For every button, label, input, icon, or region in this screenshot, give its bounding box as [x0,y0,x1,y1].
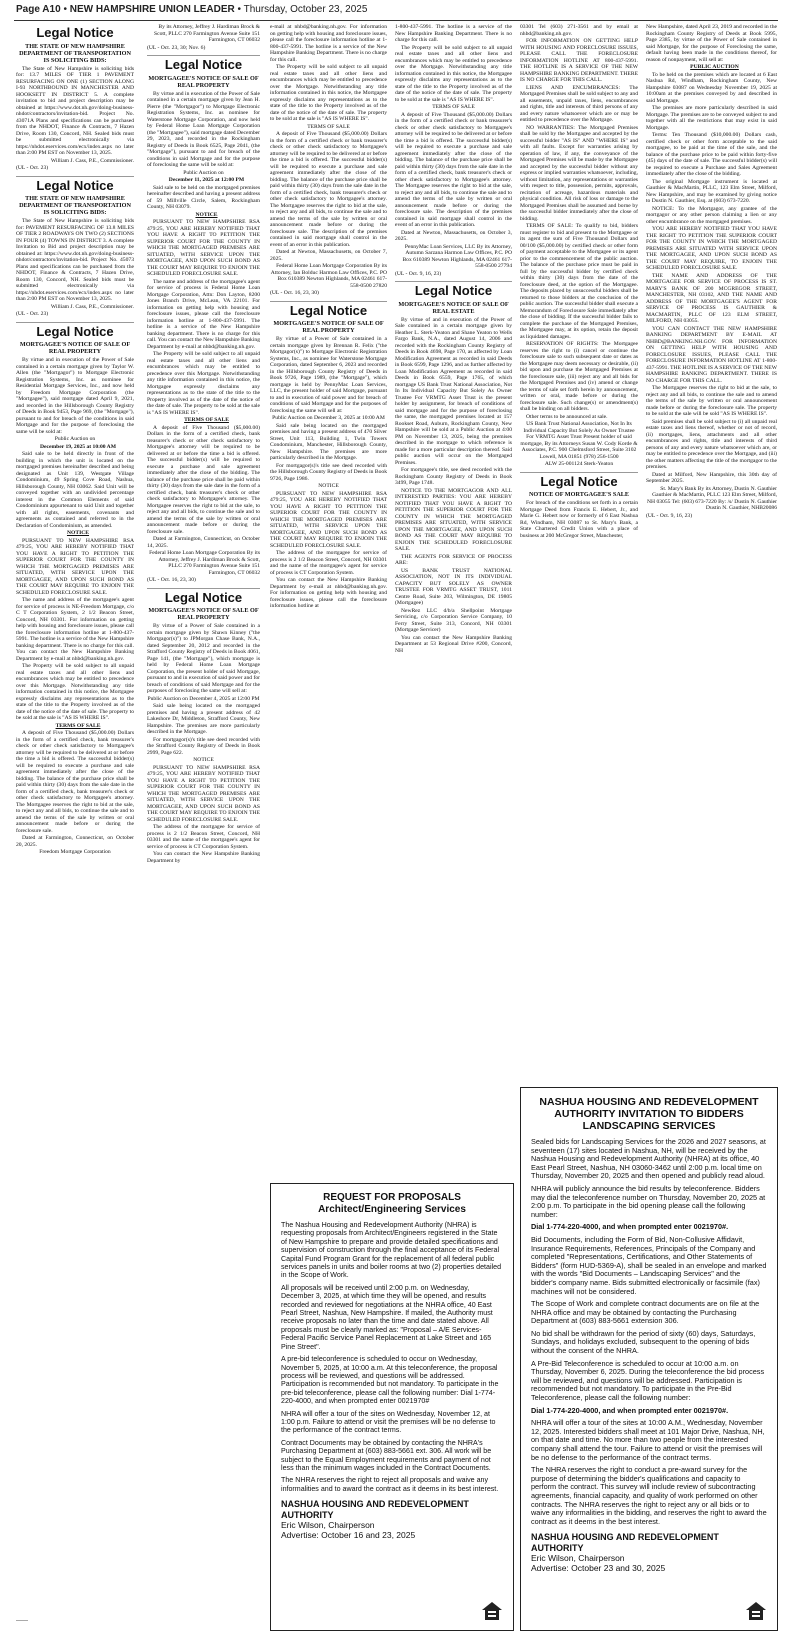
notice-body: US BANK TRUST NATIONAL ASSOCIATION, NOT IN ITS INDIVIDUAL CAPACITY BUT SOLELY AS OWNER TRUSTEE FOR VRMTG ASSET TRUST, 1011 Centre Road, Suite 203, Wilmington, DE 19805 (Mortgagee) [395,567,512,606]
notice-caps: PURSUANT TO NEW HAMPSHIRE RSA 479:25, YOU ARE HEREBY NOTIFIED THAT YOU HAVE A RIGHT TO PETITION THE SUPERIOR COURT FOR THE COUNTY IN WHICH THE MORTGAGED PREMISES ARE SITUATED, WITH SERVICE UPON THE MORTGAGEE, AND UPON SUCH BOND AS THE COURT MAY REQUIRE TO ENJOIN THE SCHEDULED FORECLOSURE SALE. [16,537,134,596]
notice-signature: William J. Cass, P.E., Commissioner. [50,157,134,164]
auction-date: December 19, 2025 at 10:00 AM [39,443,116,450]
notice-body: You can contact the New Hampshire Banking Department by e-mail at nhbd@banking.nh.gov. For information on getting help with housing and foreclosure issues, please call the foreclosure information hotline at [270,577,387,609]
terms-heading: TERMS OF SALE [307,123,350,130]
notice-run-dates: (UL - Oct. 23, 30; Nov. 6) [147,44,206,51]
notice-body: The State of New Hampshire is soliciting bids for: PAVEMENT RESURFACING OF 13.8 MILES OF TIER 2 ROADWAYS ON TWO (2) SECTIONS IN FOUR (4) TOWNS IN DISTRICT 3. A complete Invitation to Bid and project description may be obtained at: https://www.dot.nh.gov/doing-business-nhdot/contractors/invitation-bid. Project No. 45073 Plans and specifications can be purchased from the NHDOT, Finance & Contracts, 7 Hazen Drive, Room 130, Concord, NH. Sealed bids must be submitted electronically via https://nhdot.eservices.com/ecx/index.aspx no later than 2:00 PM EST on November 13, 2025. [16,218,134,302]
notice-dated: Dated at Farmington, Connecticut, on October 20, 2025. [16,835,134,848]
bid-paragraph: The NHRA reserves the right to conduct a pre-award survey for the purpose of determining the bidder's qualifications and capacity to perform the contract. This survey will include review of subcontracting agreements, financial capacity, and quality of work performed on other contracts. The NHRA reserves the right to reject any or all bids or to waive any informalities in the bidding, and reserves the right to award the contract as it deems in the best interest. [531,1465,767,1526]
notice-caps: YOU CAN CONTACT THE NEW HAMPSHIRE BANKING DEPARTMENT BY E-MAIL AT NHBD@BANKING.NH.GOV. FOR INFORMATION ON GETTING HELP WITH HOUSING AND FORECLOSURE ISSUES, PLEASE CALL THE FORECLOSURE INFORMATION HOTLINE AT 1-800-437-5991. THE HOTLINE IS A SERVICE OF THE NEW HAMPSHIRE BANKING DEPARTMENT. THERE IS NO CHARGE FOR THIS CALL. [646,325,777,384]
notice-body: The address of the mortgagee for service of process is 2 1/2 Beacon Street, Concord, NH 03301 and the name of the mortgagee's agent for service of process is CT Corporation System. [147,824,260,850]
rfp-paragraph: A pre-bid teleconference is scheduled to occur on Wednesday, November 5, 2025, at 10:00 a.m. At this teleconference, the proposal process will be reviewed, and questions will be addressed. Participation is recommended but not mandatory. To participate in the pre-bid teleconference, please call the following number: Dial 1-774-220-4000, and when prompted enter 0021970# [281,1355,499,1406]
notice-body: The address of the mortgagee for service of process is 2 1/2 Beacon Street, Concord, NH 03301 and the name of the mortgagee's agent for service of process is CT Corporation System. [270,550,387,576]
divider [16,322,134,323]
notice-signature: William J. Cass, P.E., Commissioner. [50,303,134,310]
footer-mark [16,1620,28,1621]
notice-body: The name and address of the mortgagee's agent for service of process is Federal Home Loan Mortgage Corporation, Attn: Don Layton, 8200 Jones Branch Drive, McLean, VA 22101. For information on getting help with housing and foreclosure issues, please call the foreclosure information hotline at 1-800-437-5991. The hotline is a service of the New Hampshire banking department. There is no charge for this call. You can contact the New Hampshire Banking Department by e-mail at nhbd@banking.nh.gov. [147,278,260,350]
notice-body: Terms: Ten Thousand ($10,000.00) Dollars cash, certified check or other form acceptable to the said mortgagee, to be paid at the time of the sale, and the balance of the purchase price to be paid within forty-five (45) days of the date of sale. The successful bidder(s) will be required to execute a Purchase and Sales Agreement immediately after the close of the bidding. [646,132,777,177]
bid-paragraph: Sealed bids for Landscaping Services for the 2026 and 2027 seasons, at seventeen (17) sites located in Nashua, NH, will be received by the Nashua Housing and Redevelopment Authority (NHRA) at its office, 40 East Pearl Street, Nashua, NH 03060-3462 until 2:00 p.m. local time on Thursday, November 20, 2025 and then opened and publicly read aloud. [531,1137,766,1181]
notice-dated: Dated at Newton, Massachusetts, on October 7, 2025. [270,249,387,262]
rfp-org: NASHUA HOUSING AND REDEVELOPMENT AUTHORITY [281,1499,469,1520]
rfp-paragraph: The NHRA reserves the right to reject all proposals and waive any informalities and to award the contract as it deems in its best interest. [281,1476,499,1493]
notice-heading: NOTICE OF MORTGAGEE'S SALE [528,491,630,498]
notice-caps: PURSUANT TO NEW HAMPSHIRE RSA 479:25, YOU ARE HEREBY NOTIFIED THAT YOU HAVE A RIGHT TO PETITION THE SUPERIOR COURT FOR THE COUNTY IN WHICH THE MORTGAGED PREMISES ARE SITUATED, WITH SERVICE UPON THE MORTGAGEE, AND UPON SUCH BOND AS THE COURT MAY REQUIRE TO ENJOIN THE SCHEDULED FORECLOSURE SALE. [270,490,387,549]
auction-label: Public Auction on December 4, 2025 at 12:00 PM [147,695,260,702]
notice-caps: YOU ARE HEREBY NOTIFIED THAT YOU HAVE THE RIGHT TO PETITION THE SUPERIOR COURT FOR THE COUNTY IN WHICH THE MORTGAGED PREMISES ARE SITUATED WITH SERVICE UPON THE MORTGAGEE, AND UPON SUCH BOND AS THE COURT MAY REQUIRE, TO ENJOIN THE SCHEDULED FORECLOSURE SALE. [646,226,777,271]
notice-run-dates: (UL - Oct. 23) [16,165,49,171]
auction-label: Public Auction on December 3, 2025 at 10:00 AM [272,415,385,421]
rfp-advertise: Advertise: October 16 and 23, 2025 [281,1530,416,1541]
rfp-paragraph: All proposals will be received until 2:00 p.m. on Wednesday, December 3, 2025, at which time they will be opened, and results recorded and reviewed for negotiations at the NHRA office, 40 East Pearl Street, Nashua, New Hampshire. If mailed, the Authority must receive proposals no later than the time and date stated above. All proposals must be clearly marked as: "Proposal – A/E Services- Federal Pacific Service Panel Replacement at Lake Street and 165 Pine Street". [281,1283,493,1351]
notice-signature: US Bank Trust National Association, Not In Its Individual Capacity But Solely As Owner Trustee For VRMTG Asset Trust Present holder of said mortgage, By its Attorneys Susan W. Cody Korde & Associates, P.C. 900 Chelmsford Street, Suite 3102 Lowell, MA 01851 (978) 256-1500 [520,421,638,460]
notice-body: NewRez LLC d/b/a Shellpoint Mortgage Servicing, c/o Corporation Service Company, 10 Ferry Street, Suite 313, Concord, NH 03301 (Mortgage Servicer) [395,607,512,633]
divider [395,281,512,282]
equal-housing-opportunity-icon [481,1600,503,1622]
divider [147,55,260,56]
notice-heading: MORTGAGEE'S NOTICE OF SALE OF REAL PROPERTY [19,341,131,355]
notice-body: By virtue and in execution of the Power of Sale contained in a certain mortgage given by Taylor W. Allen (the "Mortgagor") to Mortgage Electronic Registration Systems, Inc. as nominee for Residential Mortgage Services, Inc., and now held by Freedom Mortgage Corporation (the "Mortgagee"), said mortgage dated April 9, 2021, and recorded in the Hillsborough County Registry of Deeds in Book 9453, Page 969, (the "Mortgage"), pursuant to and for breach of the conditions in said Mortgage and for the purpose of foreclosing the same will be sold at: [16,357,134,435]
notice-body: The Property will be sold subject to all unpaid real estate taxes and all other liens and encumbrances which may be entitled to precedence over this Mortgage. Notwithstanding any title information contained in this notice, the Mortgagee expressly disclaims any representations as to the state of the title to the Property involved as of the date of the notice of the date of sale. The property to be sold at the sale is "AS IS WHERE IS". [147,351,260,416]
equal-housing-opportunity-icon [745,1600,767,1622]
notice-body: The premises are more particularly described in said Mortgage. The premises are to be conveyed subject to and together with all the restrictions that may exist in said Mortgage. [646,105,777,131]
notice-body: A deposit of Five Thousand ($5,000.00) Dollars in the form of a certified check, bank treasurer's check or other check satisfactory to Mortgagee's attorney will be required to be delivered at or before the time a bid is offered. The successful bidder(s) will be required to execute a purchase and sale agreement immediately after the close of the bidding. The balance of the purchase price shall be paid within thirty (30) days from the sale date in the form of a certified check, bank treasurer's check or other check satisfactory to Mortgagee's attorney. The Mortgagee reserves the right to bid at the sale, to reject any and all bids, to continue the sale and to amend the terms of the sale by written or oral announcement made before or during the foreclosure sale. [147,424,260,535]
divider [16,176,134,177]
notice-body: For mortgagee's title, see deed recorded with the Rockingham County Registry of Deeds in Book 3499, Page 1748. [395,467,512,486]
column-1 [16,24,134,1624]
bid-dial-in: Dial 1-774-220-4000, and when prompted enter 0021970#. [531,1222,729,1232]
notice-heading: MORTGAGEE'S NOTICE OF SALE OF REAL PROPERTY [148,74,259,89]
notice-caps: FOR INFORMATION ON GETTING HELP WITH HOUSING AND FORECLOSURE ISSUES, PLEASE CALL THE FORECLOSURE INFORMATION HOTLINE AT 800-437-5991. THE HOTLINE IS A SERVICE OF THE NEW HAMPSHIRE BANKING DEPARTMENT. THERE IS NO CHARGE FOR THIS CALL. [520,38,638,83]
notice-body: To be held on the premises which are located at 6 East Nashua Rd, Windham, Rockingham County, New Hampshire 03087 on Wednesday November 19, 2025 at 10:00am at the premises conveyed by and described in said Mortgage. [646,71,777,104]
notice-body: 03301 Tel (603) 271-3561 and by email at nhbd@banking.nh.gov. [520,24,638,37]
notice-body: e-mail at nhbd@banking.nh.gov. For information on getting help with housing and foreclosure issues, please call the foreclosure information hotline at 1-800-437-5991. The hotline is a service of the New Hampshire Banking Department. There is no charge for this call. [270,24,387,63]
bid-dial-in: Dial 1-774-220-4000, and when prompted enter 0021970#. [531,1405,729,1415]
bid-paragraph: No bid shall be withdrawn for the period of sixty (60) days, Saturdays, Sundays, and holidays excluded, subsequent to the opening of bids without the consent of the NHRA. [531,1328,756,1356]
notice-caps: PURSUANT TO NEW HAMPSHIRE RSA 479:25, YOU ARE HEREBY NOTIFIED THAT YOU HAVE A RIGHT TO PETITION THE SUPERIOR COURT FOR THE COUNTY IN WHICH THE MORTGAGED PREMISES ARE SITUATED, WITH SERVICE UPON THE MORTGAGEE, AND UPON SUCH BOND AS THE COURT MAY REQUIRE TO ENJOIN THE SCHEDULED FORECLOSURE SALE. [147,764,260,823]
notice-body: New Hampshire, dated April 23, 2019 and recorded in the Rockingham County Registry of Deeds at Book 5995, Page 2385, by virtue of the Power of Sale contained in said Mortgage, for the purpose of Foreclosing the same, default having been made in the conditions thereof, for reason of nonpayment, will sell at: [646,24,777,63]
notice-run-dates: (UL - Oct. 16, 23, 30) [147,577,196,583]
notice-heading: THE STATE OF NEW HAMPSHIRE DEPARTMENT OF TRANSPORTATION IS SOLICITING BIDS: [19,195,131,216]
legal-notice-label: Legal Notice [36,177,114,193]
notice-body: NO WARRANTIES: The Mortgaged Premises shall be sold by the Mortgagee and accepted by the successful bidder "AS IS" AND "WHERE IS" and with all faults. Except for warranties arising by operation of law, if any, the conveyance of the Mortgaged Premises will be made by the Mortgagee and accepted by the successful bidder without any express or implied warranties whatsoever, including, without limitation, any representations or warranties with respect to title, possession, permits, approvals, recitation of acreage, hazardous materials and physical condition. All risk of loss or damage to the Mortgaged Premises shall be assumed and borne by the successful bidder immediately after the close of bidding. [520,124,638,222]
auction-date: December 11, 2025 at 12:00 PM [168,177,245,183]
notice-caps: PURSUANT TO NEW HAMPSHIRE RSA 479:25, YOU ARE HEREBY NOTIFIED THAT YOU HAVE A RIGHT TO PETITION THE SUPERIOR COURT FOR THE COUNTY IN WHICH THE MORTGAGED PREMISES ARE SITUATED, WITH SERVICE UPON THE MORTGAGEE, AND UPON SUCH BOND AS THE COURT MAY REQUIRE TO ENJOIN THE SCHEDULED FORECLOSURE SALE. [147,219,260,277]
notice-signature: Federal Home Loan Mortgage Corporation By its Attorney, Ian Bolduc Harmon Law Offices, P.C. PO Box 610389 Newton Highlands, MA 02461 617-558-0500 27820 [270,263,387,289]
legal-notice-label: Legal Notice [540,473,618,489]
bid-paragraph: A Pre-Bid Teleconference is scheduled to occur at 10:00 a.m. on Thursday, November 6, 2025. During the teleconference the bid process will be reviewed, and questions will be addressed. Participation is recommended but not mandatory. To participate in the Pre-Bid Teleconference, please call the following number: [531,1358,765,1403]
auction-label: Public Auction on [54,436,96,442]
notice-body: By virtue of and in execution of the Power of Sale contained in a certain mortgage given by Heather L. Sterk-Yeaton and Shane Yeaton to Wells Fargo Bank, N.A., dated August 14, 2006 and recorded with the Rockingham County Registry of Deeds in Book 4698, Page 170, as affected by Loan Modification Agreement as recorded in said Deeds in Book 6599, Page 1296, and as further affected by Loan Modification Agreement as recorded in said Deeds in Book 6559, Page 1765, of which mortgage US Bank Trust National Association, Not In Its Individual Capacity But Solely As Owner Trustee For VRMTG Asset Trust is the present holder by assignment, for breach of conditions of said mortgage and for the purpose of foreclosing the same, the mortgaged premises located at 157 Rookset Road, Auburn, Rockingham County, New Hampshire will be sold at a Public Auction at 4:00 PM on November 13, 2025, being the premises described in the mortgage to which reference is made for a more particular description thereof. Said public auction will occur on the Mortgaged Premises. [395,316,512,466]
notice-body: The Mortgagee reserves the right to bid at the sale, to reject any and all bids, to continue the sale and to amend the terms of the sale by written or oral announcement made before or during the foreclosure sale. The property to be sold at the sale will be sold "AS IS WHERE IS". [646,385,777,417]
notice-caps: THE NAME AND ADDRESS OF THE MORTGAGEE FOR SERVICE OF PROCESS IS ST. MARY'S BANK OF 200 MCGREGOR STREET, MANCHESTER, NH 03102, AND THE NAME AND ADDRESS OF THE MORTGAGEE'S AGENT FOR SERVICE OF PROCESS IS GAUTHIER & MACMARTIN, PLLC OF 123 ELM STREET, MILFORD, NH 03055. [646,272,777,324]
notice-body: For breach of the conditions set forth in a certain Mortgage Deed from Francis E. Hebert, Jr., and Marie G. Hebert now or formerly of 6 East Nashua Rd, Windham, NH 03087 to St. Mary's Bank, a State Chartered Credit Union with a place of business at 200 McGregor Street, Manchester, [520,500,638,539]
running-header: Page A10 • NEW HAMPSHIRE UNION LEADER • Thursday, October 23, 2025 [16,4,368,15]
notice-body: Other terms to be announced at sale. [526,413,608,420]
notice-run-dates: (UL - Oct. 9, 16, 23) [646,512,693,519]
notice-run-dates: (UL - Oct. 9, 16, 23) [395,270,442,277]
notice-body: You can contact the New Hampshire Banking Department at 53 Regional Drive #200, Concord, NH [395,634,512,654]
notice-heading: MORTGAGEE'S NOTICE OF SALE OF REAL PROPERTY [148,607,259,621]
notice-body: By virtue and in execution of the Power of Sale contained in a certain mortgage given by Jean H. Pierre (the "Mortgagor") to Mortgage Electronic Registration Systems, Inc. as nominee for Waterstone Mortgage Corporation, and now held by Federal Home Loan Mortgage Corporation (the "Mortgagee"), said mortgage dated December 29, 2023, and recorded in the Rockingham Registry of Deeds in Book 6525, Page 2041, (the "Mortgage"), pursuant to and for breach of the conditions in said Mortgage and for the purpose of foreclosing the same will be sold at: [147,90,260,168]
masthead: NEW HAMPSHIRE UNION LEADER [69,4,235,15]
notice-subheading: NOTICE [195,211,218,218]
rfp-paragraph: Contract Documents may be obtained by contacting the NHRA's Purchasing Department at (603) 883-5661 ext. 306. All work will be subject to the Equal Employment requirements and payment of not less than the minimum wages included in the Contract Documents. [281,1438,492,1472]
bid-paragraph: NHRA will offer a tour of the sites at 10:00 A.M., Wednesday, November 12, 2025. Interested bidders shall meet at 101 Major Drive, Nashua, NH, on that date and time. No more than two people from the interested company shall attend the tour. Failure to attend or visit the premises will be no defense to the performance of the contract terms. [531,1418,765,1462]
notice-body: The State of New Hampshire is soliciting bids for: 13.7 MILES OF TIER 1 PAVEMENT RESURFACING ON ONE (1) SECTION ALONG I-93 NORTHBOUND IN MANCHESTER AND HOOKSETT IN DISTRICT 5. A complete invitation to bid and project description may be obtained at https://www.dot.nh.gov/doing-business-nhdot/contractors/invitation-bid. Project No. 43071A Plans and specifications can be purchased from the NHDOT, Finance & Contracts, 7 Hazen Drive, Room 130, Concord, NH. Sealed bids must be submitted electronically via https://nhdot.eservices.com/ecx/index.aspx no later than 2:00 PM EST on November 13, 2025. [16,65,134,156]
notice-signature: St. Mary's Bank By its Attorney, Dustin N. Gauthier Gauthier & MacMartin, PLLC 123 Elm Street, Milford, NH 03055 Tel: (603) 673-7220 By: /s/ Dustin N. Gauthier Dustin N. Gauthier, NHB20086 [646,485,777,511]
notice-body: A deposit of Five Thousand ($5,000.00) Dollars in the form of a certified check or bank treasurer's check or other check satisfactory to Mortgagee's attorney will be required to be delivered at or before the time a bid is offered. The successful bidder(s) will be required to execute a purchase and sale agreement immediately after the close of the bidding. The balance of the purchase price shall be paid within thirty (30) days from the sale date in the form of a certified check, bank treasurer's check or other check satisfactory to Mortgagee's attorney. The Mortgagee reserves the right to bid at the sale, to reject any and all bids, to continue the sale and to amend the terms of the sale by written or oral announcement made before or during the foreclosure sale. The description of the premises contained in said mortgage shall control in the event of an error in this publication. [270,131,387,248]
notice-run-dates: (UL - Oct. 23) [16,311,49,317]
divider [270,301,387,302]
notice-body: The Property will be sold subject to all unpaid real estate taxes and all other liens and encumbrances which may be entitled to precedence over the Mortgage. Notwithstanding any title information contained in this notice, the Mortgagee expressly disclaims any representations as to the state of the title to the Property involved as of the date of the notice of the date of sale. The property to be sold at the sale is "AS IS WHERE IS". [395,44,512,103]
legal-notice-label: Legal Notice [289,302,368,318]
notice-dated: Dated at Newton, Massachusetts, on October 3, 2025. [395,229,512,242]
notice-body: The name and address of the mortgagee's agent for service of process is NE-Freedom Mortgage, c/o C T Corporation System, 2 1/2 Beacon Street, Concord, NH 03301. For information on getting help with housing and foreclosure issues, please call the foreclosure information hotline at 1-800-437-5991. The hotline is a service of the New Hampshire banking department. There is no charge for this call. You can contact the New Hampshire Banking Department by e-mail at nhbd@banking.nh.gov. [16,597,134,662]
divider [147,588,260,589]
legal-notice-label: Legal Notice [164,57,243,72]
terms-heading: TERMS OF SALE [432,104,475,110]
legal-notice-label: Legal Notice [36,323,114,339]
notice-subheading: NOTICE [66,530,90,536]
notice-heading: THE STATE OF NEW HAMPSHIRE DEPARTMENT OF TRANSPORTATION IS SOLICITING BIDS: [19,42,131,64]
legal-notice-label: Legal Notice [414,283,493,298]
notice-body: Said sale being located on the mortgaged premises and having a present address of 470 Silver Street, Unit 113, Building 1, Twin Towers Condominium, Manchester, Hillsborough County, New Hampshire. The premises are more particularly described in the Mortgage. [270,422,387,461]
auction-heading: PUBLIC AUCTION [690,64,739,70]
notice-file-ref: ALW 25-001124 Sterk-Yeaton [544,461,614,467]
notice-body: THE AGENTS FOR SERVICE OF PROCESS ARE: [395,553,512,566]
page-number: Page A10 [16,4,61,15]
notice-subheading: NOTICE [193,757,214,763]
bid-chair: Eric Wilson, Chairperson [531,1553,625,1564]
rfp-paragraph: NHRA will offer a tour of the sites on Wednesday, November 12, at 1:00 p.m. Failure to attend or visit the premises will be no defense to the performance of the contract terms. [281,1409,496,1435]
landscaping-bid-box [520,1087,778,1631]
notice-signature: By its Attorney, Jeffrey J. Hardiman Brock & Scott, PLLC 270 Farmington Avenue Suite 151 Farmington, CT 06032 [153,24,260,43]
legal-notice-label: Legal Notice [36,25,114,40]
column-2 [147,24,260,1624]
bid-org: NASHUA HOUSING AND REDEVELOPMENT AUTHORITY [531,1532,719,1553]
header-rule [14,20,778,21]
notice-heading: MORTGAGEE'S NOTICE OF SALE OF REAL ESTATE [398,300,509,315]
rfp-chair: Eric Wilson, Chairperson [281,1520,375,1531]
notice-run-dates: (UL - Oct. 16, 23, 30) [270,290,319,296]
rfp-paragraph: The Nashua Housing and Redevelopment Authority (NHRA) is requesting proposals from Architect/Engineers registered in the State of New Hampshire to prepare and provide detailed specifications and supervision of construction through the final acceptance of its Federal Capital Fund Program Grant for the replacement of all federal public services panels in units and boiler rooms at two (2) properties detailed in the Scope of Work. [281,1221,502,1280]
notice-body: For mortgagor(s)'s title see deed recorded with the Strafford County Registry of Deeds in Book 2999, Page 622. [147,736,260,756]
notice-body: NOTICE: To the Mortgagor, any grantee of the mortgagor or any other person claiming a lien or any other encumbrance on the mortgaged premises. [646,205,777,225]
legal-notice-label: Legal Notice [164,589,243,605]
notice-body: You can contact the New Hampshire Banking Department by [147,851,260,864]
bid-paragraph: NHRA will publicly announce the bid results by teleconference. Bidders may dial the teleconference number on Thursday, November 20, 2025 at 2:00 p.m. To participate in the bid opening please call the following number: [531,1183,766,1219]
notice-body: For mortgagor(s)'s title see deed recorded with the Hillsborough County Registry of Deeds in Book 9726, Page 1986. [270,462,387,482]
terms-heading: TERMS OF SALE [55,722,101,729]
rfp-title: REQUEST FOR PROPOSALS Architect/Engineering Services [318,1192,466,1215]
notice-body: RESERVATION OF RIGHTS: The Mortgagee reserves the right to (i) cancel or continue the foreclosure sale to such subsequent date or dates as the Mortgagee may deem necessary or desirable, (ii) bid upon and purchase the Mortgaged Premises at the foreclosure sale, (iii) reject any and all bids for the Mortgaged Premises and (iv) amend or change the terms of sale set forth herein by announcement, written or oral, made before or during the foreclosure sale. Such change(s) or amendment(s) shall be binding on all bidders. [520,341,638,412]
notice-signature: Federal Home Loan Mortgage Corporation By its Attorney, Jeffrey J. Hardiman Brock & Scott, PLLC 270 Farmington Avenue Suite 151 Farmington, CT 06032 [149,550,260,576]
notice-caps: NOTICE TO THE MORTGAGOR AND ALL INTERESTED PARTIES: YOU ARE HEREBY NOTIFIED THAT YOU HAVE A RIGHT TO PETITION THE SUPERIOR COURT FOR THE COUNTY IN WHICH THE MORTGAGED PREMISES ARE SITUATED, WITH SERVICE UPON THE MORTGAGEE, AND UPON SUCH BOND AS THE COURT MAY REQUIRE TO ENJOIN THE SCHEDULED FORECLOSURE SALE. [395,487,512,552]
notice-body: TERMS OF SALE: To qualify to bid, bidders must register to bid and present to the Mortgagee or its agent the sum of Five Thousand Dollars and 00/100 ($5,000.00) by certified check or other form of payment acceptable to the Mortgagee or its agent prior to the commencement of the public auction. The balance of the purchase price must be paid in full by the successful bidder by certified check within thirty (30) days from the date of the foreclosure deed, at the option of the Mortgagee. The deposits placed by unsuccessful bidders shall be returned to those bidders at the conclusion of the public auction. The successful bidder shall execute a Memorandum of Foreclosure Sale immediately after the close of bidding. If the successful bidder fails to complete the purchase of the Mortgaged Premises, the Mortgagee may, at its option, retain the deposit as liquidated damages. [520,223,638,340]
notice-body: The original Mortgage instrument is located at Gauthier & MacMartin, PLLC, 123 Elm Street, Milford, New Hampshire, and may be examined by giving notice to Dustin N. Gauthier, Esq. at (603) 673-7220. [646,178,777,204]
bid-paragraph: The Scope of Work and complete contract documents are on file at the NHRA office and may be obtained by contacting the Purchasing Department at (603) 883-5661 extension 306. [531,1299,760,1326]
notice-body: Said sale being located on the mortgaged premises and having a present address of 42 Lakeshore Dr, Middleton, Strafford County, New Hampshire. The premises are more particularly described in the Mortgage. [147,703,260,735]
issue-date: Thursday, October 23, 2025 [243,4,368,15]
notice-signature: Freedom Mortgage Corporation [39,849,111,855]
column-6 [646,24,777,1084]
bid-advertise: Advertise: October 23 and 30, 2025 [531,1563,666,1574]
notice-body: Said sale to be held on the mortgaged premises hereinafter described and having a present address of 59 Millville Circle, Salem, Rockingham County, NH 03079. [147,184,260,210]
rfp-ad-box [270,1183,514,1631]
notice-dated: Dated at Milford, New Hampshire, this 30th day of September 2025. [646,471,777,484]
notice-body: Said premises shall be sold subject to (i) all unpaid real estate taxes and liens thereof, whether or not of record, (ii) mortgages, liens, attachments and all other encumbrances and rights, title and interests of third persons of any and every nature whatsoever which are, or may be entitled to precedence over the Mortgage, and (iii) the other matters affecting the title of the mortgagor to the premises. [646,418,777,470]
notice-dated: Dated at Farmington, Connecticut, on October 14, 2025. [147,536,260,549]
notice-heading: MORTGAGEE'S NOTICE OF SALE OF REAL PROPERTY [273,320,384,334]
column-4 [395,24,512,1174]
notice-body: The Property will be sold subject to all unpaid real estate taxes and all other liens and encumbrances which may be entitled to precedence over the Mortgage. Notwithstanding any title information contained in this notice, the Mortgagee expressly disclaims any representations as to the state of the title to the Property involved as of the date of the notice of the date of sale. The property to be sold at the sale is "AS IS WHERE IS". [270,64,387,122]
column-5 [520,24,638,1084]
notice-body: Said sale to be held directly in front of the building in which the unit is located on the mortgaged premises hereinafter described and being designated as Unit 139, Westgate Village Condominium, 49 Spring Cove Road, Nashua, Hillsborough County, NH 03062. Said Unit will be conveyed together with an undivided percentage interest in the Common Elements of said Condominium appurtenant to said Unit and together with all rights, easements, covenants and agreements as contained and referred to in the Declaration of Condominium, as amended. [16,451,134,529]
notice-body: LIENS AND ENCUMBRANCES: The Mortgaged Premises shall be sold subject to any and all easements, unpaid taxes, liens, encumbrances and rights, title and interests of third persons of any and every nature whatsoever which are or may be entitled to precedence over the Mortgage. [520,84,638,123]
notice-subheading: NOTICE [318,483,339,489]
notice-body: By virtue of a Power of Sale contained in a certain mortgage given by Shawn Kinney ("the Mortgagor(s)") to JPMorgan Chase Bank, N.A., dated September 20, 2012 and recorded in the Strafford County Registry of Deeds in Book 4061, Page 141, (the "Mortgage"), which mortgage is held by Federal Home Loan Mortgage Corporation, the present holder of said Mortgage, pursuant to and in execution of said power and for breach of conditions of said Mortgage and for the purposes of foreclosing the same will sell at: [147,623,260,694]
bid-title: NASHUA HOUSING AND REDEVELOPMENT AUTHORITY INVITATION TO BIDDERS LANDSCAPING SERVICES [539,1096,759,1132]
notice-body: By virtue of a Power of Sale contained in a certain mortgage given by Brennan R. Felix ("the Mortgagor(s)") to Mortgage Electronic Registration Systems, Inc., as nominee for Waterstone Mortgage Corporation, dated September 6, 2023 and recorded in the Hillsborough County Registry of Deeds in Book 9726, Page 1989, (the "Mortgage"), which mortgage is held by PennyMac Loan Services, LLC, the present holder of said Mortgage, pursuant to and in execution of said power and for breach of conditions of said Mortgage and for the purposes of foreclosing the same will sell at: [270,336,387,414]
divider [520,472,638,473]
notice-body: A deposit of Five Thousand ($5,000.00) Dollars in the form of a certified check, bank treasurer's check or other check satisfactory to Mortgagee's attorney will be required to be delivered at or before the time a bid is offered. The successful bidder(s) will be required to execute a purchase and sale agreement immediately after the close of the bidding. The balance of the purchase price shall be paid within thirty (30) days from the sale date in the form of a certified check, bank treasurer's check or other check satisfactory to Mortgagee's attorney. The Mortgagee reserves the right to bid at the sale, to reject any and all bids, to continue the sale and to amend the terms of the sale by written or oral announcement made before or during the foreclosure sale. [16,730,134,834]
notice-body: 1-800-437-5991. The hotline is a service of the New Hampshire Banking Department. There is no charge for this call. [395,24,512,43]
notice-signature: PennyMac Loan Services, LLC By its Attorney, Autumn Sarzana Harmon Law Offices, P.C. PO Box 610389 Newton Highlands, MA 02461 617-558-0500 27794 [402,243,512,269]
auction-label: Public Auction on [183,169,224,176]
bid-paragraph: Bid Documents, including the Form of Bid, Non-Collusive Affidavit, Insurance Requirements, References, Principals of the Company and completed "Representations, Certifications, and Other Statements of Bidders" (form HUD-5369-A), shall be sealed in an envelope and marked with the words "Bid Documents – Landscaping Services" and the bidder's company name. Bids submitted electronically or facsimile (fax) machines will not be considered. [531,1234,767,1296]
notice-body: A deposit of Five Thousand ($5,000.00) Dollars in the form of a certified check or bank treasurer's check or other check satisfactory to Mortgagee's attorney will be required to be delivered at or before the time a bid is offered. The successful bidder(s) will be required to execute a purchase and sale agreement immediately after the close of the bidding. The balance of the purchase price shall be paid within thirty (30) days from the sale date in the form of a certified check, bank treasurer's check or other check satisfactory to Mortgagee's attorney. The Mortgagee reserves the right to bid at the sale, to reject any and all bids, to continue the sale and to amend the terms of the sale by written or oral announcement made before or during the foreclosure sale. The description of the premises contained in said mortgage shall control in the event of an error in this publication. [395,111,512,228]
notice-body: The Property will be sold subject to all unpaid real estate taxes and all other liens and encumbrances which may be entitled to precedence over this Mortgage. Notwithstanding any title information contained in this notice, the Mortgagee expressly disclaims any representations as to the state of the title to the Property involved as of the date of the notice of the date of sale. The property to be sold at the sale is "AS IS WHERE IS". [16,663,134,721]
terms-heading: TERMS OF SALE [184,417,229,423]
column-3 [270,24,387,1174]
